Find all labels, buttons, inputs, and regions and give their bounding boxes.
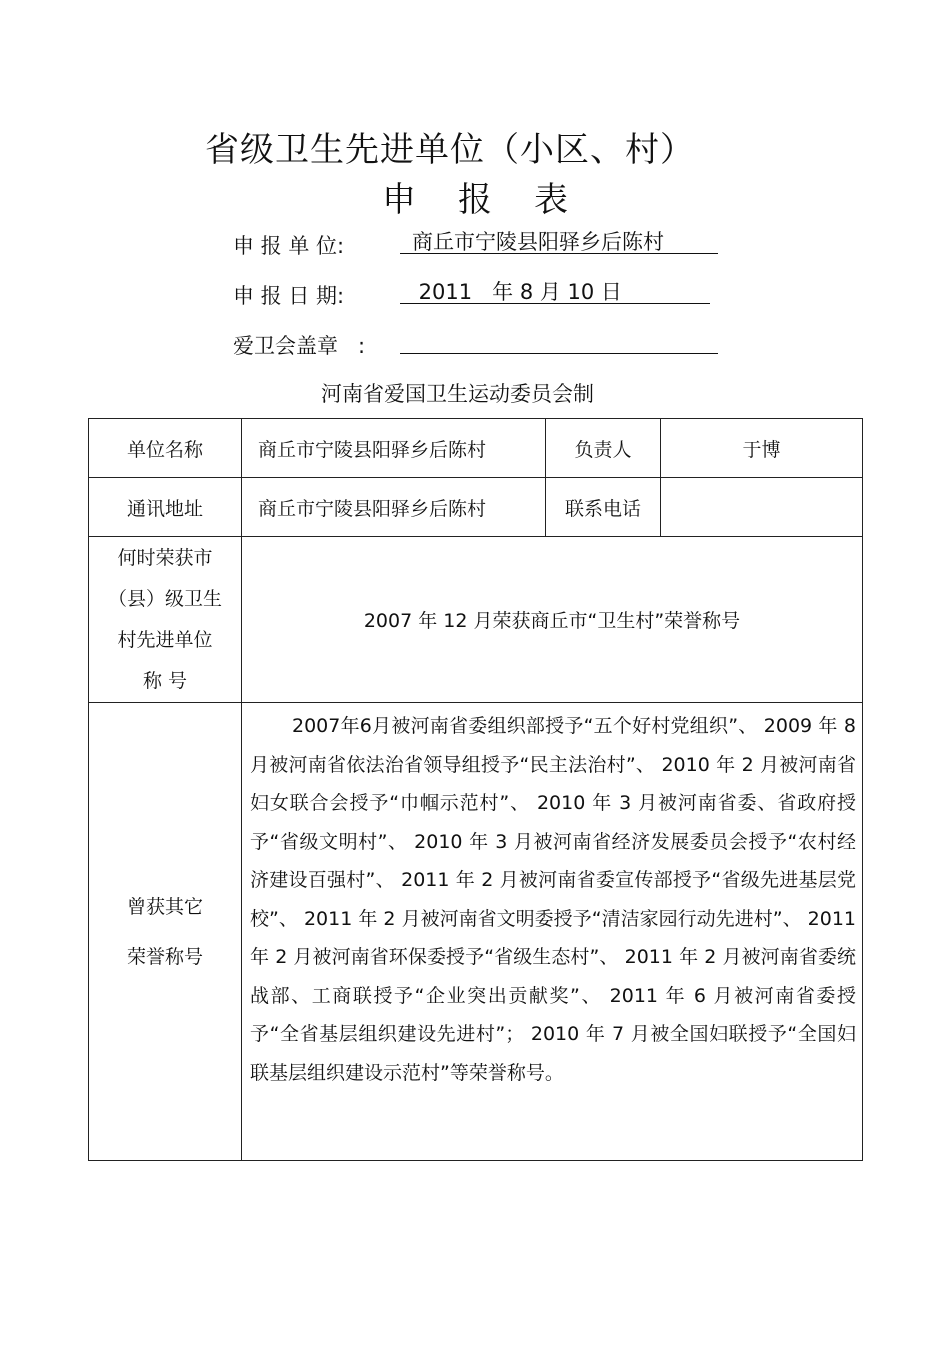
form-title: 省级卫生先进单位（小区、村） xyxy=(205,130,695,170)
application-date-value: 2011 年 8 月 10 日 xyxy=(400,276,710,304)
applicant-unit-label: 申 报 单 位: xyxy=(233,234,345,258)
leader-label: 负责人 xyxy=(546,419,661,478)
city-honor-label: 何时荣获市 （县）级卫生 村先进单位 称 号 xyxy=(89,537,242,703)
address-value: 商丘市宁陵县阳驿乡后陈村 xyxy=(242,478,546,537)
phone-value xyxy=(661,478,863,537)
issuer-line: 河南省爱国卫生运动委员会制 xyxy=(321,382,594,406)
unit-name-value: 商丘市宁陵县阳驿乡后陈村 xyxy=(242,419,546,478)
application-table xyxy=(88,418,863,1161)
leader-value: 于博 xyxy=(661,419,863,478)
other-honors-label: 曾获其它 荣誉称号 xyxy=(89,703,242,1161)
applicant-unit-value: 商丘市宁陵县阳驿乡后陈村 xyxy=(400,226,718,254)
phone-label: 联系电话 xyxy=(546,478,661,537)
seal-value xyxy=(400,326,718,354)
application-date-label: 申 报 日 期: xyxy=(233,284,345,308)
table-row xyxy=(89,419,863,478)
other-honors-value xyxy=(242,703,863,1161)
seal-label: 爱卫会盖章 : xyxy=(233,334,366,358)
address-label: 通讯地址 xyxy=(89,478,242,537)
form-subtitle: 申报表 xyxy=(382,180,610,220)
table-row xyxy=(89,703,863,1161)
other-honors-text: 2007年6月被河南省委组织部授予“五个好村党组织”、 2009 年 8 月被河南省依法治省领导组授予“民主法治村”、 2010 年 2 月被河南省妇女联合会授予“巾帼示范村”、 2010 年 3 月被河南省委、省政府授予“省级文明村”、 2010 年 3 月被河南省经济发展委员会授予“农村经济建设百强村”、 2011 年 2 月被河南省委宣传部授予“省级先进基层党校”、 2011 年 2 月被河南省文明委授予“清洁家园行动先进村”、 2011 年 2 月被河南省环保委授予“省级生态村”、 2011 年 2 月被河南省委统战部、工商联授予“企业突出贡献奖”、 2011 年 6 月被河南省委授予“全省基层组织建设先进村”； 2010 年 7 月被全国妇联授予“全国妇联基层组织建设示范村”等荣誉称号。 xyxy=(250,715,856,1084)
unit-name-label: 单位名称 xyxy=(89,419,242,478)
table-row xyxy=(89,478,863,537)
city-honor-value: 2007 年 12 月荣获商丘市“卫生村”荣誉称号 xyxy=(242,537,863,703)
table-row xyxy=(89,537,863,703)
